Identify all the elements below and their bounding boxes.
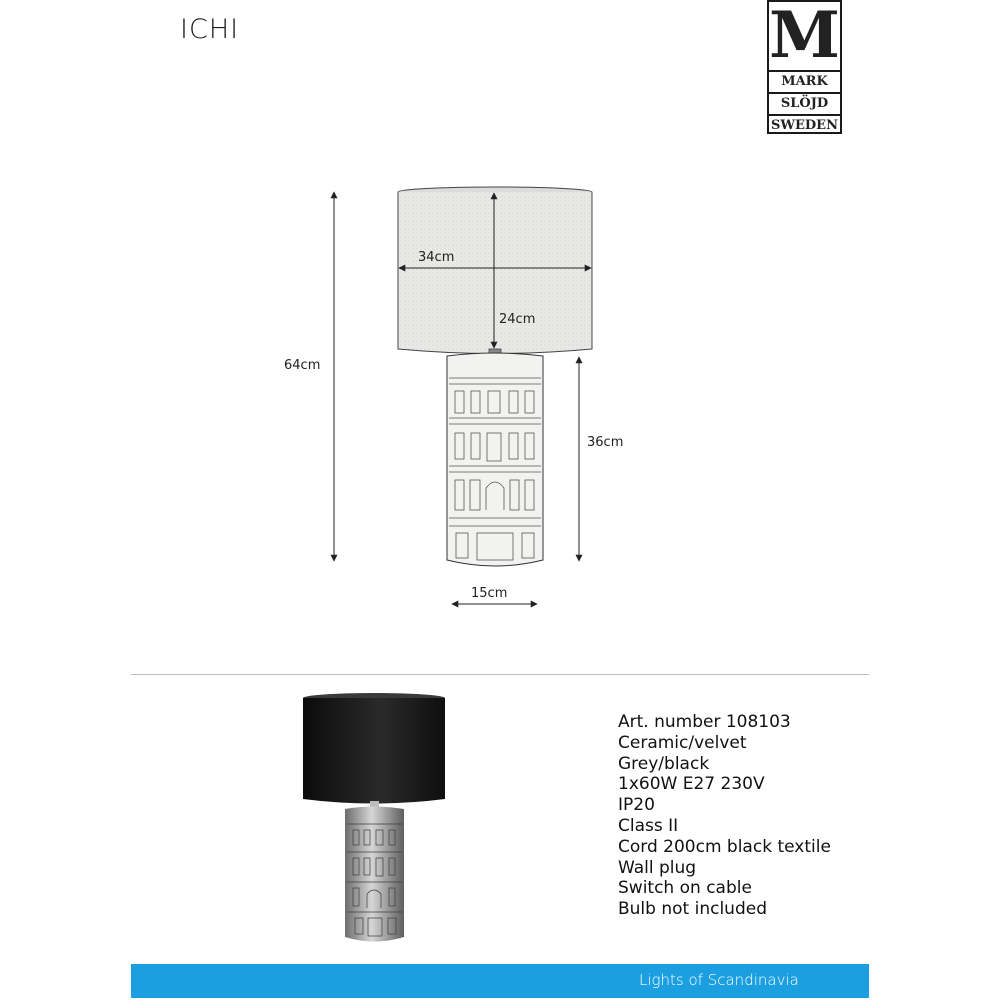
shade-width-label: 34cm	[418, 250, 455, 265]
spec-line: Wall plug	[618, 857, 697, 878]
spec-line: Grey/black	[618, 753, 710, 774]
logo-line-2: SLÖJD	[769, 94, 840, 116]
footer-tagline: Lights of Scandinavia	[639, 971, 799, 989]
spec-line: IP20	[618, 795, 655, 816]
spec-line: Bulb not included	[618, 899, 767, 920]
spec-line: 1x60W E27 230V	[618, 774, 765, 795]
lamp-base-drawing	[447, 353, 543, 566]
shade-height-label: 24cm	[499, 312, 536, 327]
spec-line: Cord 200cm black textile	[618, 836, 831, 857]
product-title: ICHI	[180, 14, 240, 45]
spec-line: Switch on cable	[618, 878, 752, 899]
spec-line: Ceramic/velvet	[618, 732, 747, 753]
logo-line-1: MARK	[769, 72, 840, 94]
footer-banner	[131, 964, 869, 998]
base-height-label: 36cm	[587, 435, 624, 450]
spec-line: Class II	[618, 815, 679, 836]
base-width-label: 15cm	[471, 586, 508, 601]
total-height-label: 64cm	[284, 358, 321, 373]
product-photo	[300, 690, 460, 950]
spec-line: Art. number 108103	[618, 712, 791, 732]
logo-line-3: SWEDEN	[771, 118, 838, 133]
section-divider	[131, 674, 869, 675]
logo-monogram: M	[769, 0, 840, 73]
product-specifications	[618, 712, 831, 920]
lamp-shade-drawing	[398, 187, 592, 354]
